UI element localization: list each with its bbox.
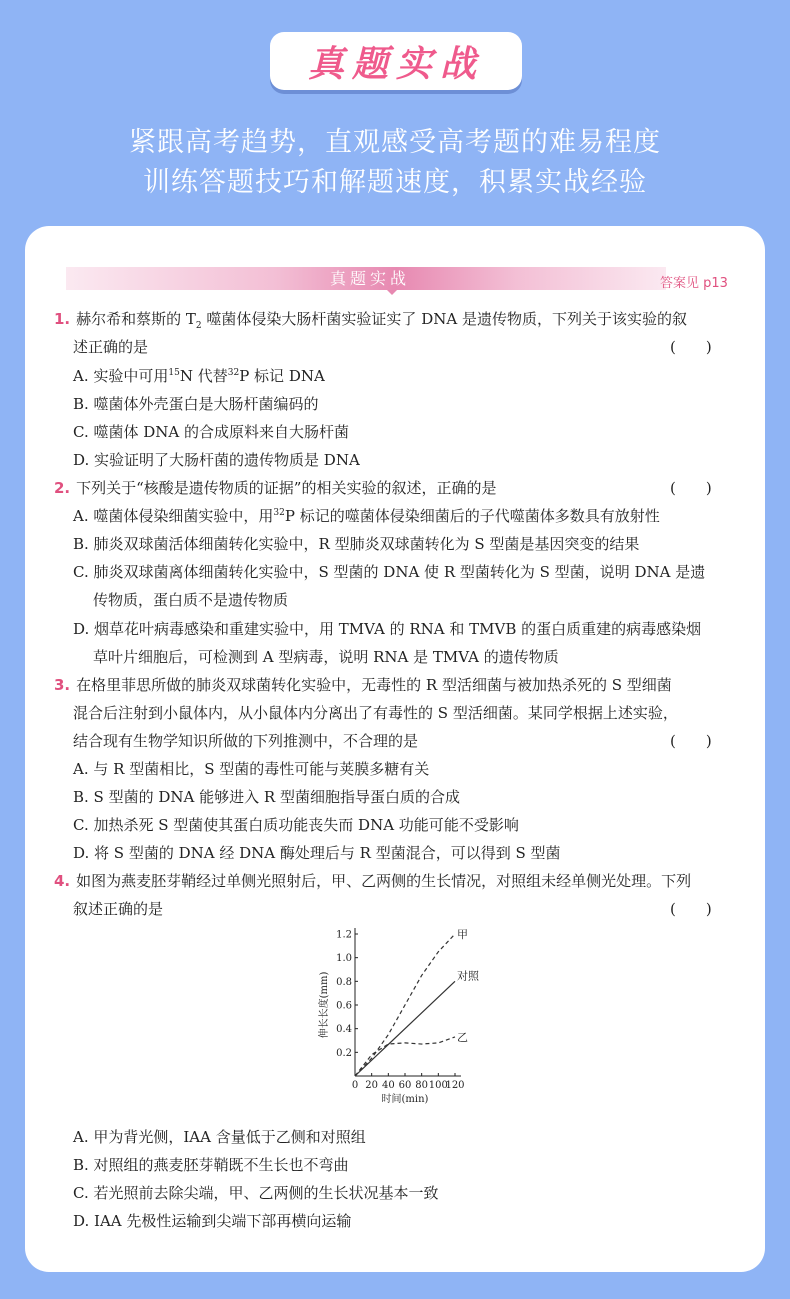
q2-option-c-cont: 传物质，蛋白质不是遗传物质: [93, 591, 289, 609]
y-axis-label: 伸长长度(mm): [319, 971, 330, 1039]
q4-number: 4.: [54, 872, 71, 890]
y-tick-label: 1.0: [336, 953, 352, 965]
series-line-2: [355, 1037, 455, 1076]
q2-option-b: B. 肺炎双球菌活体细菌转化实验中，R 型肺炎双球菌转化为 S 型菌是基因突变的结果: [73, 535, 640, 553]
q2-stem: 2. 下列关于“核酸是遗传物质的证据”的相关实验的叙述，正确的是: [54, 479, 497, 497]
q3-option-c: C. 加热杀死 S 型菌使其蛋白质功能丧失而 DNA 功能可能不受影响: [73, 816, 519, 834]
series-label-0: 甲: [457, 928, 468, 941]
subtitle-line-2: 训练答题技巧和解题速度，积累实战经验: [143, 167, 647, 198]
q3-option-d: D. 将 S 型菌的 DNA 经 DNA 酶处理后与 R 型菌混合，可以得到 S 型菌: [73, 844, 561, 862]
x-tick-label: 0: [351, 1080, 359, 1091]
q4-stem: 4. 如图为燕麦胚芽鞘经过单侧光照射后，甲、乙两侧的生长情况，对照组未经单侧光处理。下列: [54, 872, 692, 890]
x-axis-label: 时间(min): [381, 1094, 429, 1105]
q3-option-b: B. S 型菌的 DNA 能够进入 R 型菌细胞指导蛋白质的合成: [73, 788, 460, 806]
q3-stem: 3. 在格里菲思所做的肺炎双球菌转化实验中，无毒性的 R 型活细菌与被加热杀死的 S 型细菌: [54, 676, 672, 694]
y-tick-label: 0.2: [336, 1047, 352, 1059]
x-tick-label: 40: [381, 1080, 395, 1091]
growth-chart: [310, 920, 490, 1110]
series-label-2: 乙: [457, 1030, 468, 1044]
q3-stem-line2: 混合后注射到小鼠体内，从小鼠体内分离出了有毒性的 S 型活细菌。某同学根据上述实验，: [73, 704, 678, 722]
x-tick-label: 120: [445, 1080, 465, 1091]
q1-number: 1.: [54, 310, 71, 328]
hero-badge: [270, 32, 522, 90]
q2-number: 2.: [54, 479, 71, 497]
q1-stem: 1. 赫尔希和蔡斯的 $T_2$ 噬菌体侵染大肠杆菌实验证实了 DNA 是遗传物质，下列关于该实验的叙: [54, 310, 687, 331]
y-tick-label: 0.6: [336, 1000, 352, 1012]
chart-labels: [317, 928, 480, 1105]
q3-number: 3.: [54, 676, 71, 694]
answer-reference: 答案见 p13: [660, 276, 728, 291]
chart-axes: [355, 928, 461, 1076]
q4-answer-blank: ( ): [670, 900, 712, 918]
q4-stem-line2: 叙述正确的是: [73, 900, 164, 918]
q1-option-b: B. 噬菌体外壳蛋白是大肠杆菌编码的: [73, 395, 319, 413]
q2-option-d-cont: 草叶片细胞后，可检测到 A 型病毒，说明 RNA 是 TMVA 的遗传物质: [93, 648, 559, 666]
q2-option-c: C. 肺炎双球菌离体细菌转化实验中，S 型菌的 DNA 使 R 型菌转化为 S 型菌，说明 DNA 是遗: [73, 563, 706, 581]
q1-option-a: A. 实验中可用$^{15}$N 代替$^{32}$P 标记 DNA: [73, 367, 325, 385]
q2-option-d: D. 烟草花叶病毒感染和重建实验中，用 TMVA 的 RNA 和 TMVB 的蛋白质重建的病毒感染烟: [73, 620, 702, 638]
q1-option-d: D. 实验证明了大肠杆菌的遗传物质是 DNA: [73, 451, 360, 469]
q4-option-b: B. 对照组的燕麦胚芽鞘既不生长也不弯曲: [73, 1156, 349, 1174]
chart-series: [355, 934, 455, 1076]
section-bar-notch: [387, 290, 397, 295]
x-tick-label: 20: [365, 1080, 379, 1091]
series-line-0: [355, 934, 455, 1076]
q4-option-a: A. 甲为背光侧，IAA 含量低于乙侧和对照组: [73, 1128, 366, 1146]
series-label-1: 对照: [457, 969, 479, 983]
q1-stem-line2: 述正确的是: [73, 338, 149, 356]
hero-badge-title: 真题实战: [307, 43, 484, 85]
y-tick-label: 1.2: [336, 929, 352, 941]
y-tick-label: 0.8: [336, 976, 352, 988]
y-tick-label: 0.4: [336, 1024, 352, 1036]
q1-answer-blank: ( ): [670, 338, 712, 356]
q2-answer-blank: ( ): [670, 479, 712, 497]
q3-option-a: A. 与 R 型菌相比，S 型菌的毒性可能与荚膜多糖有关: [73, 760, 430, 778]
q4-option-d: D. IAA 先极性运输到尖端下部再横向运输: [73, 1212, 352, 1230]
series-line-1: [355, 981, 455, 1076]
section-title: 真题实战: [329, 269, 410, 288]
x-tick-label: 100: [428, 1080, 448, 1091]
x-tick-label: 60: [398, 1080, 412, 1091]
q2-option-a: A. 噬菌体侵染细菌实验中，用$^{32}$P 标记的噬菌体侵染细菌后的子代噬菌体多数具有放射性: [73, 507, 660, 525]
x-tick-label: 80: [415, 1080, 429, 1091]
q3-answer-blank: ( ): [670, 732, 712, 750]
subtitle-line-1: 紧跟高考趋势，直观感受高考题的难易程度: [129, 127, 661, 158]
q3-stem-line3: 结合现有生物学知识所做的下列推测中，不合理的是: [73, 732, 419, 750]
q4-option-c: C. 若光照前去除尖端，甲、乙两侧的生长状况基本一致: [73, 1184, 439, 1202]
q1-option-c: C. 噬菌体 DNA 的合成原料来自大肠杆菌: [73, 423, 350, 441]
